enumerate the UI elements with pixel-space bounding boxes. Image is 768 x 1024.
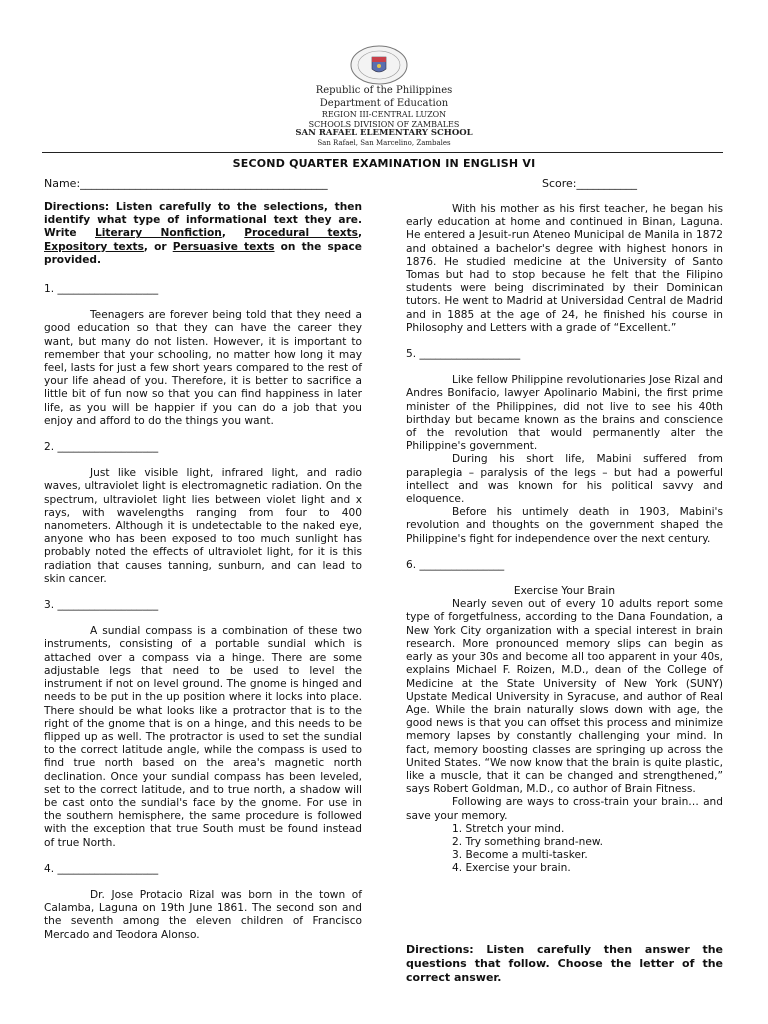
passage-4b: With his mother as his first teacher, he began his early education at home and continued in Binan, Laguna. He entered a Jesuit-run Ateneo Municipal de Manila in 1872 and obtained a bachelor's degree with highest honors in 1876. He studied medicine at the University of Santo Tomas but had to stop because he felt that the Filipino students were being discriminated by their Dominican tutors. He went to Madrid at Universidad Central de Madrid and in 1885 at the age of 24, he finished his course in Philosophy and Letters with a grade of “Excellent.” — [406, 203, 723, 334]
header-region: REGION III-CENTRAL LUZON — [321, 110, 447, 119]
passage-5a: Like fellow Philippine revolutionaries Jose Rizal and Andres Bonifacio, lawyer Apolinario Mabini, the first prime minister of the Philippines, did not live to see his 40th birthday but became known as the brains and conscience of the revolution that would permanently alter the Philippine's government. — [406, 374, 723, 453]
answer-blank-2[interactable]: 2. ___________________ — [44, 441, 159, 454]
passage-6a: Nearly seven out of every 10 adults report some type of forgetfulness, according to the Dana Foundation, a New York City organization with a special interest in brain research. More pronounced memory slips can begin as early as your 30s and become all too apparent in your 40s, explains Michael F. Roizen, M.D., dean of the College of Medicine at the State University of New York (SUNY) Upstate Medical University in Syracuse, and author of Real Age. While the brain naturally slows down with age, the good news is that you can offset this process and minimize memory lapses by constantly challenging your mind. In fact, memory boosting classes are springing up across the United States. “We now know that the brain is quite plastic, like a muscle, that it can be changed and strengthened,” says Robert Goldman, M.D., co author of Brain Fitness. — [406, 598, 723, 796]
passage-3: A sundial compass is a combination of these two instruments, consisting of a portable sundial which is attached over a compass via a hinge. There are some adjustable legs that need to be used to level the instrument if not on level ground. The gnome is hinged and needs to be put in the up position where it locks into place. There should be what looks like a protractor that is to the right of the gnome that is on a hinge, and this needs to be flipped up as well. The protractor is used to set the sundial to the correct latitude angle, while the compass is used to find true north based on the area's magnetic north declination. Once your sundial compass has been leveled, set to the correct latitude, and to true north, a shadow will be cast onto the sundial's face by the gnome. For use in the southern hemisphere, the same procedure is followed with the exception that true South must be found instead of true North. — [44, 625, 362, 849]
header-division: SCHOOLS DIVISION OF ZAMBALES — [308, 120, 460, 129]
left-column — [44, 201, 362, 942]
header-school: SAN RAFAEL ELEMENTARY SCHOOL — [295, 128, 473, 138]
passage-2: Just like visible light, infrared light, and radio waves, ultraviolet light is electromagnetic radiation. On the spectrum, ultraviolet light lies between violet light and x rays, with wavelengths ranging from four to 400 nanometers. Although it is undetectable to the naked eye, anyone who has been exposed to too much sunlight has probably noted the effects of ultraviolet light, for it is this radiation that causes tanning, sunburn, and can lead to skin cancer. — [44, 467, 362, 585]
directions: Directions: Listen carefully to the selections, then identify what type of informational text they are. Write Literary Nonfiction, Procedural texts, Expository texts, or Persuasive texts on the space provided. — [44, 201, 363, 266]
deped-seal-logo — [350, 45, 408, 85]
list-item: 2. Try something brand-new. — [452, 835, 603, 848]
right-column — [406, 203, 723, 876]
directions-part-2: Directions: Listen carefully then answer the questions that follow. Choose the letter of the correct answer. — [406, 943, 723, 984]
answer-blank-1[interactable]: 1. ___________________ — [44, 283, 159, 296]
list-item: 3. Become a multi-tasker. — [452, 849, 588, 862]
passage-5c: Before his untimely death in 1903, Mabini's revolution and thoughts on the government shaped the Philippine's fight for independence over the next century. — [406, 506, 723, 545]
passage-6-title: Exercise Your Brain — [513, 585, 616, 598]
passage-6b: Following are ways to cross-train your brain… and save your memory. — [406, 796, 723, 822]
answer-blank-6[interactable]: 6. ________________ — [406, 558, 505, 571]
list-item: 4. Exercise your brain. — [452, 862, 571, 875]
answer-blank-3[interactable]: 3. ___________________ — [44, 599, 159, 612]
passage-4a: Dr. Jose Protacio Rizal was born in the town of Calamba, Laguna on 19th June 1861. The second son and the seventh among the eleven children of Francisco Mercado and Teodora Alonso. — [44, 888, 362, 941]
list-item: 1. Stretch your mind. — [452, 822, 565, 835]
header-divider — [42, 152, 723, 153]
exam-title: SECOND QUARTER EXAMINATION IN ENGLISH VI — [232, 157, 536, 170]
passage-5b: During his short life, Mabini suffered from paraplegia – paralysis of the legs – but had a powerful intellect and was known for his political savvy and eloquence. — [406, 453, 723, 506]
answer-blank-5[interactable]: 5. ___________________ — [406, 348, 521, 361]
tips-list — [406, 823, 723, 876]
header-address: San Rafael, San Marcelino, Zambales — [317, 139, 451, 147]
header-department: Department of Education — [319, 98, 449, 109]
passage-1: Teenagers are forever being told that they need a good education so that they can have the career they want, but many do not listen. However, it is important to remember that your schooling, no matter how long it may feel, lasts for just a few short years compared to the rest of your life ahead of you. Therefore, it is better to sacrifice a little bit of fun now so that you can find happiness in later life, as you will be happier if you can do a job that you enjoy and afford to do the things you want. — [44, 309, 362, 427]
answer-blank-4[interactable]: 4. ___________________ — [44, 862, 159, 875]
name-field[interactable]: Name:_____________________________________________ — [44, 177, 328, 190]
header-republic: Republic of the Philippines — [315, 85, 453, 96]
score-field[interactable]: Score:___________ — [542, 177, 638, 190]
